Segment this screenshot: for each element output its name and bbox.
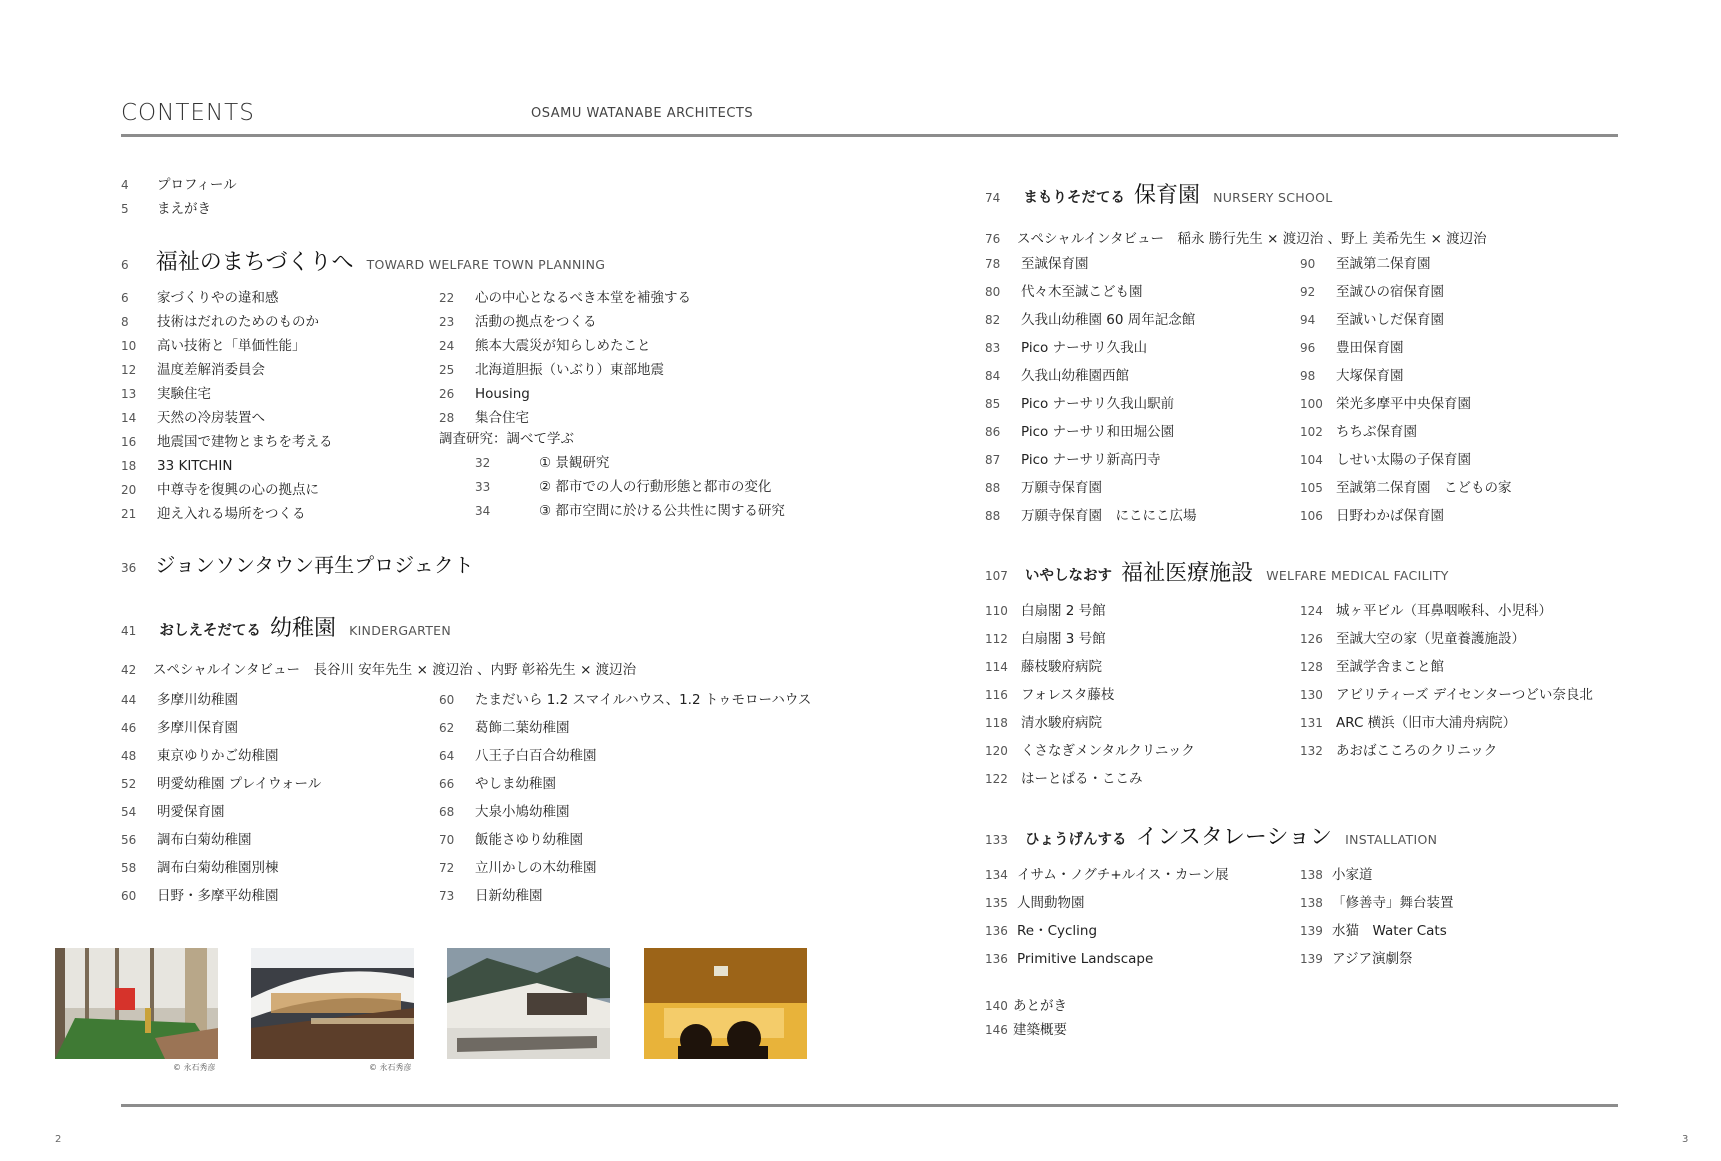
toc-page-number: 26 — [439, 387, 455, 401]
toc-entry — [1300, 864, 1373, 886]
toc-entry-title: 至誠ひの宿保育園 — [1336, 284, 1444, 300]
toc-page-number: 32 — [475, 456, 491, 470]
toc-entry-title: 調布白菊幼稚園別棟 — [157, 860, 279, 876]
toc-page-number: 90 — [1300, 257, 1316, 271]
toc-page-number: 86 — [985, 425, 1001, 439]
toc-page-number: 84 — [985, 369, 1001, 383]
toc-entry-title: 温度差解消委員会 — [157, 362, 265, 378]
toc-page-number: 6 — [121, 291, 129, 305]
toc-entry — [1300, 656, 1444, 678]
toc-entry — [985, 421, 1174, 443]
toc-entry-title: 集合住宅 — [475, 410, 529, 426]
toc-entry — [439, 407, 529, 429]
toc-page-number: 126 — [1300, 632, 1323, 646]
toc-entry-title: しせい太陽の子保育園 — [1336, 452, 1471, 468]
toc-entry-title: 東京ゆりかご幼稚園 — [157, 748, 279, 764]
section-number: 41 — [121, 624, 137, 638]
toc-page-number: 135 — [985, 896, 1008, 910]
toc-page-number: 118 — [985, 716, 1008, 730]
section-heading-installation — [985, 821, 1437, 857]
toc-entry-title: ③ 都市空間に於ける公共性に関する研究 — [539, 503, 785, 519]
toc-page-number: 72 — [439, 861, 455, 875]
toc-entry — [985, 656, 1102, 678]
toc-page-number: 138 — [1300, 896, 1323, 910]
section-prefix: おしえそだてる — [159, 623, 261, 639]
toc-entry-title: 活動の拠点をつくる — [475, 314, 597, 330]
toc-page-number: 54 — [121, 805, 137, 819]
toc-entry — [121, 431, 333, 453]
toc-entry-title: 小家道 — [1332, 867, 1373, 883]
toc-page-number: 68 — [439, 805, 455, 819]
toc-entry — [1300, 337, 1404, 359]
toc-entry — [121, 885, 279, 907]
toc-entry-title: 飯能さゆり幼稚園 — [475, 832, 583, 848]
toc-page-number: 94 — [1300, 313, 1316, 327]
toc-page-number: 21 — [121, 507, 137, 521]
toc-page-number: 100 — [1300, 397, 1323, 411]
toc-entry — [985, 505, 1197, 527]
toc-page-number: 62 — [439, 721, 455, 735]
toc-entry-title: 迎え入れる場所をつくる — [157, 506, 306, 522]
toc-entry-title: 多摩川幼稚園 — [157, 692, 238, 708]
section-prefix: ひょうげんする — [1025, 832, 1127, 848]
toc-entry — [985, 477, 1102, 499]
toc-entry — [121, 383, 211, 405]
toc-page-number: 130 — [1300, 688, 1323, 702]
toc-entry-title: くさなぎメンタルクリニック — [1021, 743, 1195, 759]
toc-entry — [121, 174, 237, 196]
page-number-right: 3 — [1682, 1134, 1689, 1145]
toc-entry-title: まえがき — [157, 201, 211, 217]
toc-entry-title: 万願寺保育園 — [1021, 480, 1102, 496]
toc-page-number: 96 — [1300, 341, 1316, 355]
toc-entry-title: 万願寺保育園 にこにこ広場 — [1021, 508, 1197, 524]
toc-page-number: 28 — [439, 411, 455, 425]
toc-entry — [121, 335, 306, 357]
toc-entry — [121, 359, 265, 381]
toc-page-number: 122 — [985, 772, 1008, 786]
section-number: 74 — [985, 191, 1001, 205]
toc-page-number: 112 — [985, 632, 1008, 646]
toc-entry — [439, 689, 811, 711]
toc-page-number: 88 — [985, 481, 1001, 495]
toc-entry-title: 33 KITCHIN — [157, 458, 233, 474]
toc-entry-title: プロフィール — [157, 177, 237, 193]
toc-page-number: 23 — [439, 315, 455, 329]
toc-entry-title: 至誠第二保育園 — [1336, 256, 1431, 272]
toc-page-number: 64 — [439, 749, 455, 763]
toc-entry-title: 代々木至誠こども園 — [1021, 284, 1143, 300]
toc-page-number: 44 — [121, 693, 137, 707]
toc-entry-title: 清水駿府病院 — [1021, 715, 1102, 731]
toc-entry-title: 高い技術と「単価性能」 — [157, 338, 306, 354]
photo-white-building — [447, 948, 610, 1059]
toc-entry — [439, 857, 597, 879]
section-title: 保育園 — [1133, 183, 1200, 208]
toc-entry-title: 立川かしの木幼稚園 — [475, 860, 597, 876]
section-number: 6 — [121, 258, 129, 272]
section-prefix: まもりそだてる — [1023, 190, 1125, 206]
toc-entry — [985, 449, 1161, 471]
section-title: 幼稚園 — [269, 616, 336, 641]
top-rule — [121, 134, 1618, 137]
toc-page-number: 58 — [121, 861, 137, 875]
toc-entry — [475, 476, 771, 498]
toc-entry-title: 藤枝駿府病院 — [1021, 659, 1102, 675]
toc-entry-title: 白扇閣 3 号館 — [1021, 631, 1106, 647]
toc-entry-title: 八王子白百合幼稚園 — [475, 748, 597, 764]
toc-page-number: 66 — [439, 777, 455, 791]
toc-entry — [439, 287, 691, 309]
page-title: CONTENTS — [121, 100, 255, 126]
photo-curved-building — [251, 948, 414, 1059]
toc-entry-title: アジア演劇祭 — [1332, 951, 1413, 967]
toc-entry — [121, 287, 279, 309]
toc-entry-title: Pico ナーサリ和田堀公園 — [1021, 424, 1175, 440]
toc-page-number: 105 — [1300, 481, 1323, 495]
toc-entry-title: 至誠大空の家（児童養護施設） — [1336, 631, 1525, 647]
toc-page-number: 8 — [121, 315, 129, 329]
toc-page-number: 46 — [121, 721, 137, 735]
toc-page-number: 98 — [1300, 369, 1316, 383]
toc-page-number: 139 — [1300, 924, 1323, 938]
toc-entry — [985, 309, 1195, 331]
toc-page-number: 56 — [121, 833, 137, 847]
toc-page-number: 80 — [985, 285, 1001, 299]
toc-entry-title: 水猫 Water Cats — [1332, 923, 1447, 939]
toc-entry-title: 城ヶ平ビル（耳鼻咽喉科、小児科） — [1336, 603, 1552, 619]
toc-entry — [985, 948, 1153, 970]
toc-entry — [985, 995, 1067, 1017]
toc-entry-title: Pico ナーサリ久我山駅前 — [1021, 396, 1175, 412]
toc-page-number: 85 — [985, 397, 1001, 411]
toc-page-number: 92 — [1300, 285, 1316, 299]
toc-entry — [121, 745, 279, 767]
toc-page-number: 110 — [985, 604, 1008, 618]
toc-entry — [475, 452, 609, 474]
toc-entry-title: 日野・多摩平幼稚園 — [157, 888, 279, 904]
toc-page-number: 78 — [985, 257, 1001, 271]
toc-entry — [1300, 600, 1552, 622]
toc-entry-title: 葛飾二葉幼稚園 — [475, 720, 570, 736]
toc-page-number: 102 — [1300, 425, 1323, 439]
section-heading-nursery — [985, 179, 1333, 215]
toc-page-number: 114 — [985, 660, 1008, 674]
toc-entry-title: 地震国で建物とまちを考える — [157, 434, 333, 450]
toc-entry — [985, 253, 1089, 275]
toc-entry-title: 大塚保育園 — [1336, 368, 1404, 384]
toc-entry — [121, 773, 321, 795]
toc-entry — [1300, 948, 1412, 970]
section-title: 福祉のまちづくりへ — [155, 250, 354, 275]
section-title: インスタレーション — [1135, 825, 1333, 850]
toc-entry — [439, 383, 530, 405]
toc-entry-title: アビリティーズ デイセンターつどい奈良北 — [1336, 687, 1593, 703]
toc-entry-title: 実験住宅 — [157, 386, 211, 402]
toc-page-number: 48 — [121, 749, 137, 763]
toc-page-number: 106 — [1300, 509, 1323, 523]
toc-page-number: 131 — [1300, 716, 1323, 730]
toc-entry-title: Pico ナーサリ久我山 — [1021, 340, 1148, 356]
toc-entry — [1300, 309, 1444, 331]
toc-page-number: 83 — [985, 341, 1001, 355]
toc-page-number: 34 — [475, 504, 491, 518]
toc-entry — [985, 892, 1085, 914]
toc-entry-title: やしま幼稚園 — [475, 776, 556, 792]
toc-entry — [1300, 421, 1417, 443]
research-label: 調査研究：調べて学ぶ — [439, 431, 574, 447]
section-heading-welfare-medical — [985, 557, 1449, 593]
toc-page-number: 140 — [985, 999, 1008, 1013]
toc-entry — [985, 740, 1195, 762]
toc-page-number: 136 — [985, 924, 1008, 938]
toc-entry-title: あおばこころのクリニック — [1336, 743, 1498, 759]
toc-entry-title: 中尊寺を復興の心の拠点に — [157, 482, 319, 498]
toc-entry — [439, 773, 556, 795]
toc-entry-title: ① 景観研究 — [539, 455, 610, 471]
section-number: 36 — [121, 561, 137, 575]
toc-entry — [121, 198, 211, 220]
toc-page-number: 52 — [121, 777, 137, 791]
toc-entry — [985, 920, 1097, 942]
toc-entry-title: 至誠保育園 — [1021, 256, 1089, 272]
toc-entry-title: イサム・ノグチ+ルイス・カーン展 — [1017, 867, 1229, 883]
toc-entry — [121, 717, 238, 739]
toc-page-number: 88 — [985, 509, 1001, 523]
toc-entry-title: Housing — [475, 386, 530, 402]
toc-entry-title: たまだいら 1.2 スマイルハウス、1.2 トゥモローハウス — [475, 692, 812, 708]
toc-entry-title: 熊本大震災が知らしめたこと — [475, 338, 651, 354]
toc-entry — [985, 393, 1174, 415]
toc-entry-title: フォレスタ藤枝 — [1021, 687, 1115, 703]
toc-entry — [439, 885, 543, 907]
toc-entry — [121, 407, 265, 429]
toc-page-number: 138 — [1300, 868, 1323, 882]
section-number: 107 — [985, 569, 1008, 583]
toc-entry-title: 久我山幼稚園西館 — [1021, 368, 1129, 384]
toc-entry — [121, 829, 252, 851]
toc-entry — [1300, 393, 1471, 415]
toc-entry — [439, 311, 597, 333]
page-number-left: 2 — [55, 1134, 62, 1145]
toc-entry — [1300, 281, 1444, 303]
toc-entry-title: ちちぶ保育園 — [1336, 424, 1417, 440]
toc-entry — [1300, 892, 1454, 914]
section-english: INSTALLATION — [1345, 832, 1438, 847]
toc-page-number: 73 — [439, 889, 455, 903]
toc-entry-title: 「修善寺」舞台装置 — [1332, 895, 1454, 911]
toc-entry-title: 日新幼稚園 — [475, 888, 543, 904]
toc-page-number: 13 — [121, 387, 137, 401]
section-english: TOWARD WELFARE TOWN PLANNING — [366, 257, 606, 272]
toc-entry — [1300, 712, 1516, 734]
toc-entry — [985, 684, 1114, 706]
toc-entry-title: 至誠学舎まこと館 — [1336, 659, 1444, 675]
toc-entry-title: 家づくりやの違和感 — [157, 290, 279, 306]
toc-entry-title: 建築概要 — [1013, 1022, 1067, 1038]
toc-entry — [985, 768, 1143, 790]
toc-entry — [121, 455, 232, 477]
toc-entry-title: 天然の冷房装置へ — [157, 410, 265, 426]
section-english: WELFARE MEDICAL FACILITY — [1266, 568, 1449, 583]
toc-page-number: 12 — [121, 363, 137, 377]
toc-entry-title: ② 都市での人の行動形態と都市の変化 — [539, 479, 772, 495]
toc-entry-title: 至誠いしだ保育園 — [1336, 312, 1444, 328]
toc-page-number: 134 — [985, 868, 1008, 882]
toc-entry — [985, 1019, 1067, 1041]
toc-entry-title: 栄光多摩平中央保育園 — [1336, 396, 1471, 412]
toc-page-number: 87 — [985, 453, 1001, 467]
toc-entry — [1300, 920, 1447, 942]
photo-installation — [644, 948, 807, 1059]
toc-entry-title: はーとぱる・ここみ — [1021, 771, 1143, 787]
nursery-interview: 76 スペシャルインタビュー 稲永 勝行先生 × 渡辺治 、野上 美希先生 × 渡辺治 — [985, 231, 1487, 247]
toc-page-number: 120 — [985, 744, 1008, 758]
toc-entry — [1300, 505, 1444, 527]
toc-entry-title: 豊田保育園 — [1336, 340, 1404, 356]
toc-page-number: 33 — [475, 480, 491, 494]
toc-page-number: 24 — [439, 339, 455, 353]
toc-entry — [1300, 740, 1497, 762]
toc-page-number: 60 — [121, 889, 137, 903]
toc-entry-title: 技術はだれのためのものか — [157, 314, 319, 330]
toc-page-number: 116 — [985, 688, 1008, 702]
toc-page-number: 104 — [1300, 453, 1323, 467]
toc-page-number: 25 — [439, 363, 455, 377]
section-english: NURSERY SCHOOL — [1213, 190, 1333, 205]
toc-entry-title: 白扇閣 2 号館 — [1021, 603, 1106, 619]
section-heading-johnson-town — [121, 548, 474, 585]
toc-entry-title: 人間動物園 — [1017, 895, 1085, 911]
kindergarten-interview: 42 スペシャルインタビュー 長谷川 安年先生 × 渡辺治 、内野 彰裕先生 × 渡辺治 — [121, 662, 637, 678]
toc-entry — [121, 801, 225, 823]
toc-entry — [439, 745, 597, 767]
toc-entry — [1300, 477, 1512, 499]
toc-page-number: 132 — [1300, 744, 1323, 758]
toc-entry-title: 至誠第二保育園 こどもの家 — [1336, 480, 1512, 496]
toc-entry-title: 久我山幼稚園 60 周年記念館 — [1021, 312, 1196, 328]
section-prefix: いやしなおす — [1025, 568, 1112, 584]
toc-page-number: 20 — [121, 483, 137, 497]
toc-entry-title: ARC 横浜（旧市大浦舟病院） — [1336, 715, 1517, 731]
toc-entry — [439, 829, 583, 851]
page-subtitle: OSAMU WATANABE ARCHITECTS — [531, 106, 754, 121]
toc-page-number: 60 — [439, 693, 455, 707]
toc-entry — [121, 857, 279, 879]
toc-entry-title: Pico ナーサリ新高円寺 — [1021, 452, 1161, 468]
toc-entry — [985, 864, 1229, 886]
toc-page-number: 22 — [439, 291, 455, 305]
toc-entry-title: 北海道胆振（いぶり）東部地震 — [475, 362, 664, 378]
toc-page-number: 139 — [1300, 952, 1323, 966]
toc-entry — [985, 365, 1129, 387]
toc-page-number: 82 — [985, 313, 1001, 327]
toc-entry — [985, 337, 1147, 359]
toc-entry — [439, 801, 570, 823]
bottom-rule — [121, 1104, 1618, 1107]
photo-kindergarten-interior — [55, 948, 218, 1059]
toc-entry — [121, 311, 319, 333]
toc-entry — [439, 717, 570, 739]
toc-entry-title: 調布白菊幼稚園 — [157, 832, 252, 848]
section-title: ジョンソンタウン再生プロジェクト — [155, 553, 474, 577]
toc-page-number: 14 — [121, 411, 137, 425]
toc-page-number: 70 — [439, 833, 455, 847]
photo-credit: © 永石秀彦 — [369, 1063, 412, 1072]
toc-entry — [985, 600, 1106, 622]
toc-entry — [1300, 365, 1404, 387]
toc-entry-title: 大泉小鳩幼稚園 — [475, 804, 570, 820]
toc-entry-title: 多摩川保育園 — [157, 720, 238, 736]
toc-entry — [439, 335, 651, 357]
toc-entry-title: 日野わかば保育園 — [1336, 508, 1444, 524]
toc-entry — [1300, 253, 1431, 275]
toc-entry-title: Re・Cycling — [1017, 923, 1098, 939]
photo-credit: © 永石秀彦 — [173, 1063, 216, 1072]
toc-entry — [121, 479, 319, 501]
toc-page-number: 4 — [121, 178, 129, 192]
toc-entry — [439, 359, 664, 381]
toc-entry-title: 心の中心となるべき本堂を補強する — [475, 290, 691, 306]
toc-entry — [121, 689, 238, 711]
section-heading-kindergarten — [121, 612, 451, 648]
toc-entry — [985, 628, 1106, 650]
toc-entry — [985, 281, 1143, 303]
section-title: 福祉医療施設 — [1121, 561, 1254, 586]
toc-page-number: 136 — [985, 952, 1008, 966]
toc-entry — [985, 712, 1102, 734]
toc-entry — [475, 500, 785, 522]
section-english: KINDERGARTEN — [349, 623, 452, 638]
toc-entry — [1300, 628, 1525, 650]
toc-entry — [121, 503, 306, 525]
toc-page-number: 128 — [1300, 660, 1323, 674]
toc-entry-title: 明愛幼稚園 プレイウォール — [157, 776, 322, 792]
toc-page-number: 16 — [121, 435, 137, 449]
toc-entry-title: Primitive Landscape — [1017, 951, 1154, 967]
toc-page-number: 10 — [121, 339, 137, 353]
section-heading-welfare-town — [121, 246, 605, 282]
toc-page-number: 5 — [121, 202, 129, 216]
toc-entry — [1300, 449, 1471, 471]
toc-page-number: 18 — [121, 459, 137, 473]
toc-entry-title: 明愛保育園 — [157, 804, 225, 820]
toc-entry-title: あとがき — [1013, 998, 1067, 1014]
section-number: 133 — [985, 833, 1008, 847]
toc-entry — [1300, 684, 1593, 706]
toc-page-number: 146 — [985, 1023, 1008, 1037]
toc-page-number: 124 — [1300, 604, 1323, 618]
